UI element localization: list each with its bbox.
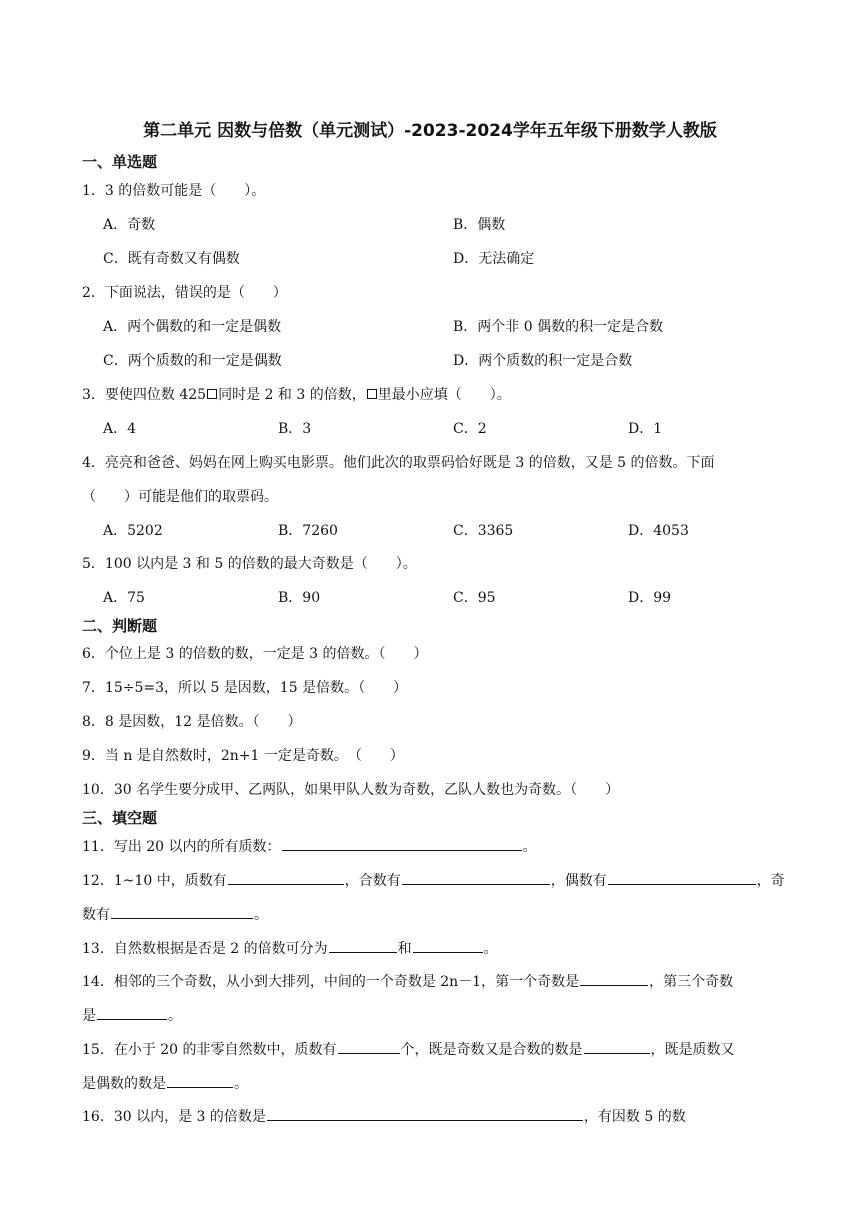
- blank-box-icon: [207, 389, 217, 399]
- q3-text-pre: 3．要使四位数 425: [82, 387, 207, 403]
- answer-blank[interactable]: [413, 938, 483, 953]
- q5-option-c: C．95: [453, 590, 496, 606]
- answer-blank[interactable]: [267, 1106, 583, 1121]
- answer-blank[interactable]: [580, 971, 648, 986]
- question-7: 7．15÷5=3，所以 5 是因数，15 是倍数。（ ）: [82, 680, 408, 696]
- q14-line2-end: 。: [168, 1008, 182, 1024]
- answer-blank[interactable]: [329, 938, 397, 953]
- q13-text: 13．自然数根据是否是 2 的倍数可分为: [82, 941, 328, 957]
- q3-option-a: A．4: [103, 421, 137, 437]
- q2-option-d: D．两个质数的积一定是合数: [453, 353, 633, 369]
- answer-blank[interactable]: [402, 870, 550, 885]
- q14-text: 14．相邻的三个奇数，从小到大排列，中间的一个奇数是 2n－1，第一个奇数是: [82, 974, 580, 990]
- q3-option-d: D．1: [628, 421, 663, 437]
- q5-option-a: A．75: [103, 590, 145, 606]
- q15-text: 15．在小于 20 的非零自然数中，质数有: [82, 1042, 337, 1058]
- q5-option-b: B．90: [278, 590, 321, 606]
- q1-option-d: D．无法确定: [453, 251, 535, 267]
- question-4-line-1: 4．亮亮和爸爸、妈妈在网上购买电影票。他们此次的取票码恰好既是 3 的倍数，又是 5 的倍数。下面: [82, 455, 715, 471]
- q1-option-b: B．偶数: [453, 217, 506, 233]
- q1-option-c: C．既有奇数又有偶数: [103, 251, 240, 267]
- q2-option-b: B．两个非 0 偶数的积一定是合数: [453, 319, 664, 335]
- question-6: 6．个位上是 3 的倍数的数，一定是 3 的倍数。（ ）: [82, 646, 428, 662]
- q3-text-post: 里最小应填（ ）。: [377, 387, 511, 403]
- section-heading-single-choice: 一、单选题: [82, 153, 158, 171]
- question-12-line-1: [82, 870, 785, 890]
- question-16: [82, 1106, 686, 1126]
- q1-option-a: A．奇数: [103, 217, 156, 233]
- q4-option-a: A．5202: [103, 523, 163, 539]
- question-15-line-2: [82, 1073, 248, 1093]
- question-8: 8．8 是因数，12 是倍数。（ ）: [82, 714, 302, 730]
- q13-text-end: 。: [483, 941, 498, 957]
- q2-option-c: C．两个质数的和一定是偶数: [103, 353, 282, 369]
- q16-text: 16．30 以内，是 3 的倍数是: [82, 1109, 266, 1125]
- q12-text-4: ，奇: [756, 873, 785, 889]
- question-12-line-2: [82, 904, 268, 924]
- page-title: 第二单元 因数与倍数（单元测试）-2023-2024学年五年级下册数学人教版: [143, 121, 717, 141]
- q3-text-mid: 同时是 2 和 3 的倍数，: [218, 387, 366, 403]
- question-13: [82, 938, 498, 958]
- question-3: [82, 384, 511, 404]
- q5-option-d: D．99: [628, 590, 672, 606]
- answer-blank[interactable]: [97, 1005, 167, 1020]
- q12-line2-end: 。: [254, 907, 268, 923]
- q12-text: 12．1~10 中，质数有: [82, 873, 227, 889]
- question-14-line-1: [82, 971, 733, 991]
- question-10: 10．30 名学生要分成甲、乙两队，如果甲队人数为奇数，乙队人数也为奇数。（ ）: [82, 782, 620, 798]
- q13-text-mid: 和: [397, 941, 412, 957]
- q15-text-mid: 个，既是奇数又是合数的数是: [400, 1042, 583, 1058]
- answer-blank[interactable]: [584, 1039, 650, 1054]
- q3-option-b: B．3: [278, 421, 312, 437]
- question-2: 2．下面说法，错误的是（ ）: [82, 285, 287, 301]
- question-1: 1．3 的倍数可能是（ ）。: [82, 183, 266, 199]
- q4-option-c: C．3365: [453, 523, 514, 539]
- q14-text-mid: ，第三个奇数: [649, 974, 734, 990]
- question-15-line-1: [82, 1039, 735, 1059]
- answer-blank[interactable]: [228, 870, 344, 885]
- q14-line2-text: 是: [82, 1008, 96, 1024]
- answer-blank[interactable]: [338, 1039, 400, 1054]
- question-11: [82, 836, 537, 856]
- question-14-line-2: [82, 1005, 182, 1025]
- q15-line2-end: 。: [234, 1076, 248, 1092]
- q12-line2-text: 数有: [82, 907, 110, 923]
- q4-option-b: B．7260: [278, 523, 338, 539]
- q15-line2-text: 是偶数的数是: [82, 1076, 166, 1092]
- section-heading-fill-in: 三、填空题: [82, 809, 158, 827]
- q12-text-2: ，合数有: [344, 873, 401, 889]
- question-5: 5．100 以内是 3 和 5 的倍数的最大奇数是（ ）。: [82, 556, 417, 572]
- answer-blank[interactable]: [167, 1073, 233, 1088]
- question-4-line-2: （ ）可能是他们的取票码。: [82, 489, 278, 505]
- answer-blank[interactable]: [282, 836, 522, 851]
- blank-box-icon: [367, 389, 377, 399]
- section-heading-true-false: 二、判断题: [82, 617, 158, 635]
- answer-blank[interactable]: [608, 870, 756, 885]
- q16-text-end: ，有因数 5 的数: [583, 1109, 686, 1125]
- q11-text-end: 。: [522, 839, 537, 855]
- q4-option-d: D．4053: [628, 523, 689, 539]
- q2-option-a: A．两个偶数的和一定是偶数: [103, 319, 282, 335]
- answer-blank[interactable]: [111, 904, 253, 919]
- q3-option-c: C．2: [453, 421, 487, 437]
- q11-text: 11．写出 20 以内的所有质数：: [82, 839, 281, 855]
- q12-text-3: ，偶数有: [550, 873, 607, 889]
- question-9: 9．当 n 是自然数时，2n+1 一定是奇数。 （ ）: [82, 748, 404, 764]
- q15-text-end: ，既是质数又: [650, 1042, 735, 1058]
